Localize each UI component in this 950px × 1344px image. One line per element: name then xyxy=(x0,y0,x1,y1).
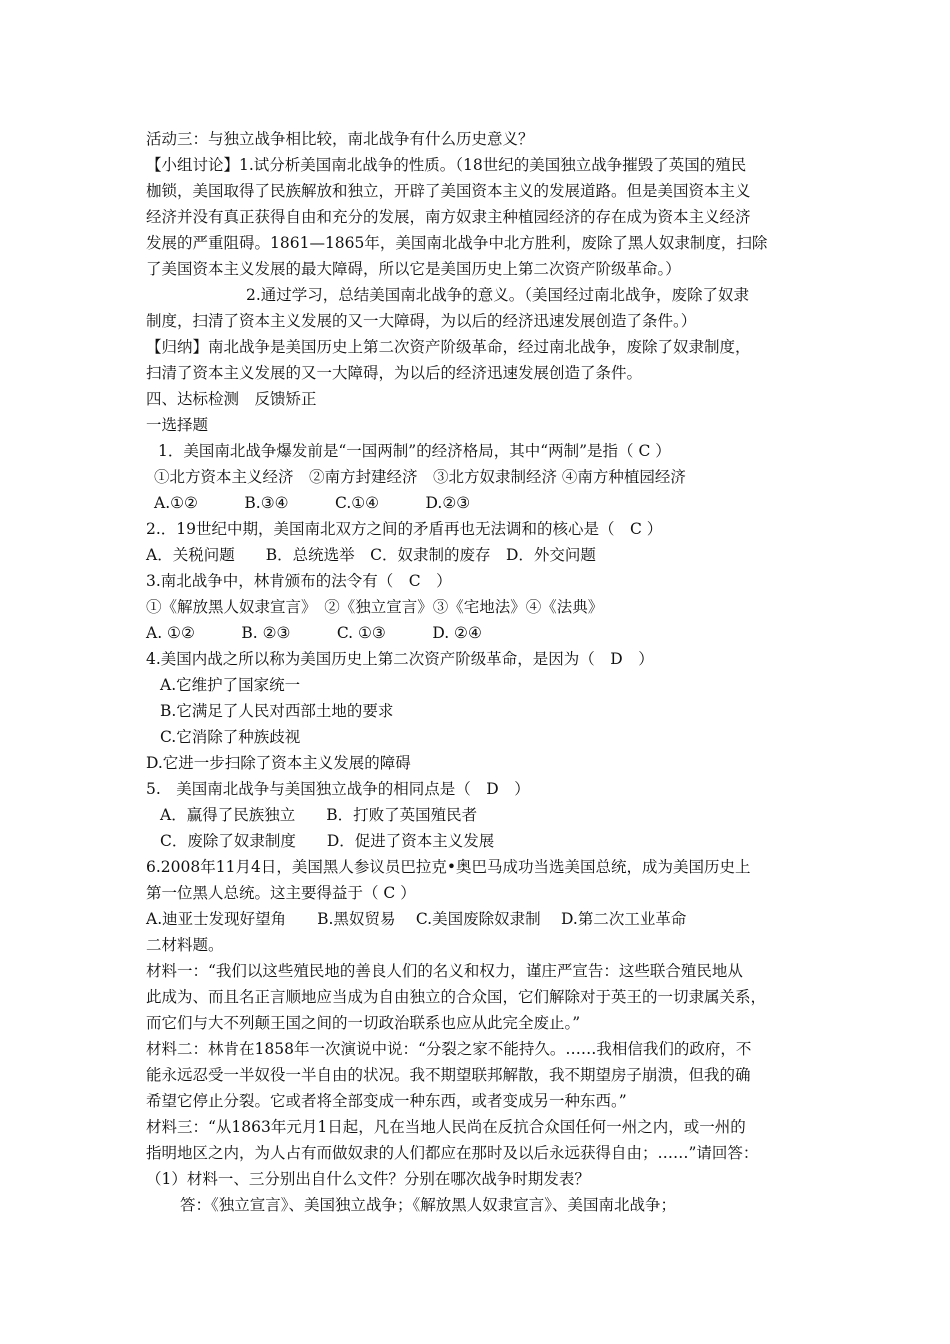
question-3-items: ①《解放黑人奴隶宣言》 ②《独立宣言》③《宅地法》④《法典》 xyxy=(146,598,604,616)
summary-line: 【归纳】南北战争是美国历史上第二次资产阶级革命，经过南北战争，废除了奴隶制度， xyxy=(146,338,751,356)
question-6: 第一位黑人总统。这主要得益于（ C ） xyxy=(146,884,416,902)
discussion-line: 制度，扫清了资本主义发展的又一大障碍，为以后的经济迅速发展创造了条件。） xyxy=(146,312,697,330)
question-4-option: C.它消除了种族歧视 xyxy=(160,728,301,746)
question-2: 2.．19世纪中期，美国南北双方之间的矛盾再也无法调和的核心是（ C ） xyxy=(146,520,663,538)
question-4-option: D.它进一步扫除了资本主义发展的障碍 xyxy=(146,754,411,772)
question-1-options: A.①② B.③④ C.①④ D.②③ xyxy=(154,494,471,512)
discussion-line: 【小组讨论】1.试分析美国南北战争的性质。（18世纪的美国独立战争摧毁了英国的殖民 xyxy=(146,156,747,174)
question-2-options: A．关税问题 B．总统选举 C．奴隶制的废存 D．外交问题 xyxy=(146,546,596,564)
question-5-options: C．废除了奴隶制度 D．促进了资本主义发展 xyxy=(160,832,495,850)
question-5: 5. 美国南北战争与美国独立战争的相同点是（ D ） xyxy=(146,780,530,798)
answer-line: 答：《独立宣言》、美国独立战争；《解放黑人奴隶宣言》、美国南北战争； xyxy=(180,1196,677,1214)
discussion-line: 枷锁，美国取得了民族解放和独立，开辟了美国资本主义的发展道路。但是美国资本主义 xyxy=(146,182,751,200)
question-1-items: ①北方资本主义经济 ②南方封建经济 ③北方奴隶制经济 ④南方种植园经济 xyxy=(154,468,686,486)
question-4-option: A.它维护了国家统一 xyxy=(160,676,301,694)
material-2: 材料二：林肯在1858年一次演说中说：“分裂之家不能持久。……我相信我们的政府，不 xyxy=(146,1040,752,1058)
material-1: 此成为、而且名正言顺地应当成为自由独立的合众国，它们解除对于英王的一切隶属关系， xyxy=(146,988,767,1006)
material-1: 而它们与大不列颠王国之间的一切政治联系也应从此完全废止。” xyxy=(146,1014,581,1032)
question-6-options: A.迪亚士发现好望角 B.黑奴贸易 C.美国废除奴隶制 D.第二次工业革命 xyxy=(146,910,687,928)
question-4: 4.美国内战之所以称为美国历史上第二次资产阶级革命，是因为（ D ） xyxy=(146,650,654,668)
subsection-heading: 一选择题 xyxy=(146,416,209,434)
material-3: 指明地区之内，为人占有而做奴隶的人们都应在那时及以后永远获得自由；……”请回答： xyxy=(146,1144,759,1162)
section-heading: 四、达标检测 反馈矫正 xyxy=(146,390,317,408)
document-body xyxy=(146,126,826,1218)
discussion-line: 2.通过学习，总结美国南北战争的意义。（美国经过南北战争，废除了奴隶 xyxy=(246,286,750,304)
question-4-option: B.它满足了人民对西部土地的要求 xyxy=(160,702,394,720)
discussion-line: 经济并没有真正获得自由和充分的发展，南方奴隶主种植园经济的存在成为资本主义经济 xyxy=(146,208,751,226)
material-1: 材料一：“我们以这些殖民地的善良人们的名义和权力，谨庄严宣告：这些联合殖民地从 xyxy=(146,962,743,980)
material-2: 希望它停止分裂。它或者将全部变成一种东西，或者变成另一种东西。” xyxy=(146,1092,627,1110)
activity-heading: 活动三：与独立战争相比较，南北战争有什么历史意义？ xyxy=(146,130,534,148)
material-3: 材料三：“从1863年元月1日起，凡在当地人民尚在反抗合众国任何一州之内，或一州的 xyxy=(146,1118,746,1136)
question-3: 3.南北战争中，林肯颁布的法令有（ C ） xyxy=(146,572,452,590)
material-2: 能永远忍受一半奴役一半自由的状况。我不期望联邦解散，我不期望房子崩溃，但我的确 xyxy=(146,1066,751,1084)
discussion-line: 发展的严重阻碍。1861—1865年，美国南北战争中北方胜利，废除了黑人奴隶制度，扫除 xyxy=(146,234,768,252)
summary-line: 扫清了资本主义发展的又一大障碍，为以后的经济迅速发展创造了条件。 xyxy=(146,364,643,382)
question-6: 6.2008年11月4日，美国黑人参议员巴拉克•奥巴马成功当选美国总统，成为美国历史上 xyxy=(146,858,751,876)
question-1: 1．美国南北战争爆发前是“一国两制”的经济格局，其中“两制”是指（ C ） xyxy=(158,442,671,460)
question-5-options: A．赢得了民族独立 B．打败了英国殖民者 xyxy=(160,806,478,824)
question-3-options: A. ①② B. ②③ C. ①③ D. ②④ xyxy=(146,624,482,642)
discussion-line: 了美国资本主义发展的最大障碍，所以它是美国历史上第二次资产阶级革命。） xyxy=(146,260,681,278)
sub-question-1: （1）材料一、三分别出自什么文件？分别在哪次战争时期发表？ xyxy=(146,1170,590,1188)
subsection-heading: 二材料题。 xyxy=(146,936,224,954)
